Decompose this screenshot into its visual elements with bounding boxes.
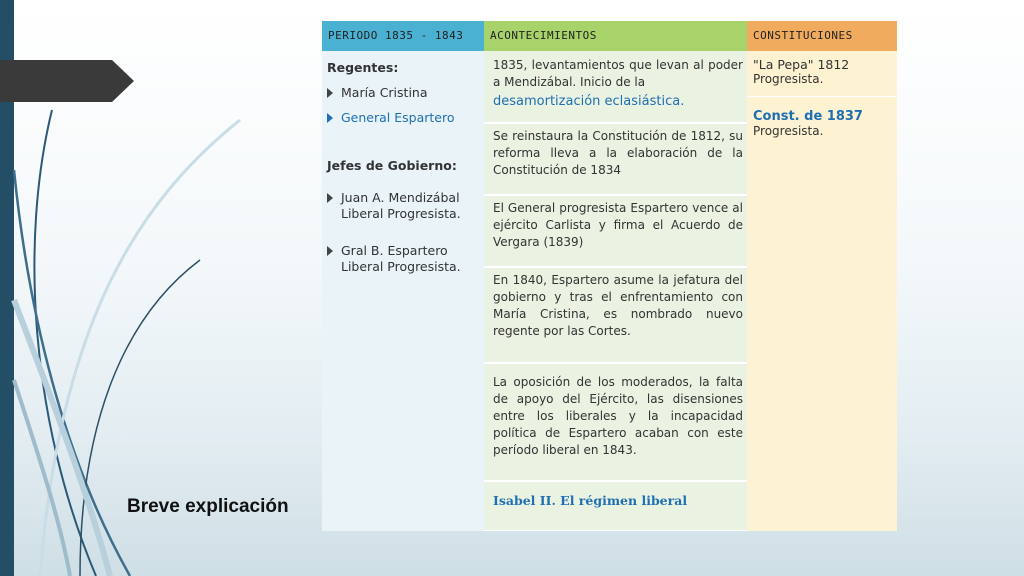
caption-breve-explicacion: Breve explicación [127,496,289,517]
constitution-1812 [747,52,897,97]
constitution-desc: Progresista. [753,124,824,138]
regente-name[interactable]: General Espartero [341,110,455,125]
regentes-title: Regentes: [327,60,399,75]
constitutions-column [747,21,897,531]
event-row-1840: En 1840, Espartero asume la jefatura del gobierno y tras el enfrentamiento con María Cristina, es nombrado nuevo regente por las Cortes. [484,267,747,363]
period-header: PERIODO 1835 - 1843 [322,21,484,51]
caret-right-icon [327,88,333,98]
decorative-swooshes [0,0,260,576]
constitution-title-link[interactable]: Const. de 1837 [753,109,863,124]
history-table [322,21,897,531]
event-row-vergara: El General progresista Espartero vence al ejército Carlista y firma el Acuerdo de Vergara (1839) [484,195,747,267]
events-column [484,21,748,531]
constitution-1837 [747,104,897,154]
jefes-title: Jefes de Gobierno: [327,158,457,173]
constitutions-header: CONSTITUCIONES [747,21,897,51]
period-column [322,21,485,531]
event-row-oposicion: La oposición de los moderados, la falta de apoyo del Ejército, las disensiones entre los liberales y la incapacidad política de Espartero acaban con este período liberal en 1843. [484,363,747,481]
jefe-name: Gral B. Espartero [341,243,448,258]
regente-name: María Cristina [341,85,428,100]
caret-right-icon [327,113,333,123]
constitution-desc: Progresista. [753,72,824,86]
caret-right-icon [327,193,333,203]
regente-item-maria-cristina [327,85,428,101]
jefe-item-espartero [327,243,461,275]
event-row-constitucion: Se reinstaura la Constitución de 1812, su reforma lleva a la elaboración de la Constitución de 1834 [484,123,747,195]
jefe-party: Liberal Progresista. [341,259,461,274]
event-row-isabel-link[interactable]: Isabel II. El régimen liberal [484,481,747,531]
events-header: ACONTECIMIENTOS [484,21,747,51]
jefe-item-mendizabal [327,190,461,222]
event-highlight-link[interactable]: desamortización eclasiástica. [493,94,685,109]
jefe-name: Juan A. Mendizábal [341,190,460,205]
constitution-title: "La Pepa" 1812 [753,57,850,72]
event-text: 1835, levantamientos que levan al poder a Mendizábal. Inicio de la [493,58,743,89]
caret-right-icon [327,246,333,256]
jefe-party: Liberal Progresista. [341,206,461,221]
regente-item-general-espartero[interactable] [327,110,454,126]
event-row-1835 [484,53,747,123]
